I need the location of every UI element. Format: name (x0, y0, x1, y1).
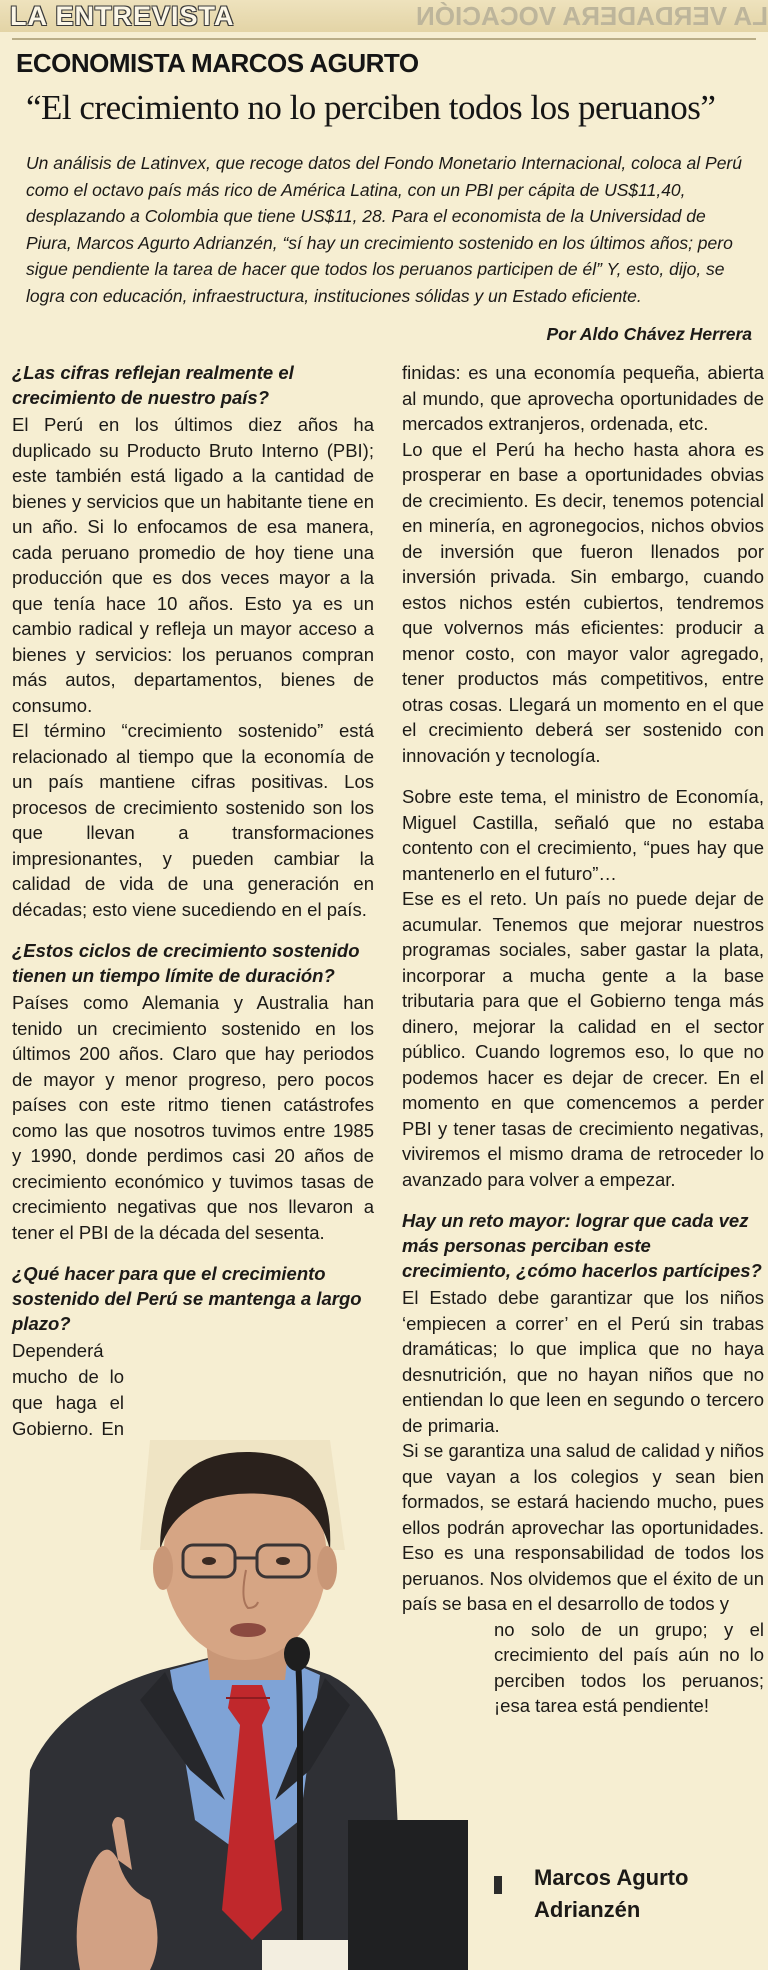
section-tag: LA ENTREVISTA (10, 1, 235, 31)
answer-1-p2: El término “crecimiento sostenido” está relacionado al tiempo que la economía de un país mantiene cifras positivas. Los procesos de crecimiento sostenido son los que llevan a transformaciones impresionantes, y pueden cambiar la calidad de vida de una generación en décadas; esto viene sucediendo en el país. (12, 720, 374, 920)
answer-2: Países como Alemania y Australia han tenido un crecimiento sostenido en los últimos 200 años. Claro que hay periodos de mayor y menor progreso, pero pocos países con este ritmo tienen catástrofes como las que nosotros tuvimos entre 1985 y 1990, donde perdimos casi 20 años de crecimiento económico y tuvimos tasas de crecimiento negativas que nos llevaron a tener el PBI de la década del sesenta. (12, 992, 374, 1243)
question-5: Hay un reto mayor: lograr que cada vez más personas perciban este crecimiento, ¿cómo hacerlos partícipes? (402, 1210, 762, 1281)
caption-name-line-1: Marcos Agurto (534, 1865, 689, 1890)
right-column (402, 360, 764, 1719)
article-byline: Por Aldo Chávez Herrera (546, 324, 752, 344)
answer-1-p1: El Perú en los últimos diez años ha duplicado su Producto Bruto Interno (PBI); este también está ligado a la cantidad de bienes y servicios que un habitante tiene en un año. Si lo enfocamos de esa manera, cada peruano promedio de hoy tiene una producción que es dos veces mayor a la que tenía hace 10 años. Esto ya es un cambio radical y refleja un mayor acceso a bienes y servicios: los peruanos compran más autos, departamentos, bienes de consumo. (12, 414, 374, 716)
answer-5-p1: El Estado debe garantizar que los niños ‘empiecen a correr’ en el Perú sin trabas dramáticas; lo que implica que no haya desnutrición, que no hayan niños que no entiendan lo que leen en segundo o tercero de primaria. (402, 1287, 764, 1436)
question-2: ¿Estos ciclos de crecimiento sostenido tienen un tiempo límite de duración? (12, 940, 360, 986)
answer-5-p2a: Si se garantiza una salud de calidad y niños que vayan a los colegios y sean bien formados, se estará haciendo mucho, pues ellos podrán aprovechar las oportunidades. Eso es una responsabilidad de todos los peruanos. Nos olvidemos que el éxito de un país se basa en el desarrollo de todos y (402, 1440, 764, 1614)
answer-3-start: Dependerá mucho de lo que haga el Gobierno. En (12, 1340, 124, 1439)
article-headline: “El crecimiento no lo perciben todos los peruanos” (26, 88, 716, 127)
answer-3-p2: Lo que el Perú ha hecho hasta ahora es prosperar en base a oportunidades obvias de crecimiento. Es decir, tenemos potencial en minería, en agronegocios, nichos obvios de inversión que fueron llenados por inversión privada. Sin embargo, cuando estos nichos estén cubiertos, tendremos que volvernos más eficientes: producir a menor costo, con mayor valor agregado, tener productos más competitivos, entre otras cosas. Llegará un momento en el que el crecimiento deberá ser sostenido con innovación y tecnología. (402, 438, 764, 766)
answer-5-p2b: no solo de un grupo; y el crecimiento del país aún no lo perciben todos los peruanos; ¡esa tarea está pendiente! (494, 1618, 764, 1716)
caption-marker (494, 1876, 502, 1894)
caption-name-line-2: Adrianzén (534, 1897, 641, 1922)
answer-4: Ese es el reto. Un país no puede dejar de acumular. Tenemos que mejorar nuestros programas sociales, saber gastar la plata, incorporar a mucha gente a la base tributaria para que el Gobierno tenga más dinero, mejorar la calidad en el sector público. Cuando logremos eso, lo que no podemos hacer es dejar de crecer. En el momento en que comencemos a perder PBI y tener tasas de crecimiento negativas, viviremos el mismo drama de retroceder lo avanzado para volver a empezar. (402, 888, 764, 1190)
question-4: Sobre este tema, el ministro de Economía, Miguel Castilla, señaló que no estaba contento con el crecimiento, “pues hay que mantenerlo en el futuro”… (402, 786, 764, 884)
interviewee-photo (0, 1440, 468, 1970)
photo-caption (534, 1862, 688, 1926)
question-3: ¿Qué hacer para que el crecimiento sostenido del Perú se mantenga a largo plazo? (12, 1263, 362, 1334)
bleed-through-text: LA VERDADERA VOCACIÓN (416, 1, 768, 31)
divider (12, 38, 756, 40)
question-1: ¿Las cifras reflejan realmente el crecimiento de nuestro país? (12, 362, 294, 408)
article-kicker: ECONOMISTA MARCOS AGURTO (16, 48, 419, 78)
article-intro: Un análisis de Latinvex, que recoge datos del Fondo Monetario Internacional, coloca al Perú como el octavo país más rico de América Latina, con un PBI per cápita de US$11,40, desplazando a Colombia que tiene US$11, 28. Para el economista de la Universidad de Piura, Marcos Agurto Adrianzén, “sí hay un crecimiento sostenido en los últimos años; pero sigue pendiente la tarea de hacer que todos los peruanos participen de él” Y, esto, dijo, se logra con educación, infraestructura, instituciones sólidas y un Estado eficiente. (26, 153, 742, 306)
answer-3-continued: finidas: es una economía pequeña, abierta al mundo, que aprovecha oportunidades de mercados extranjeros, ordenada, etc. (402, 362, 764, 434)
